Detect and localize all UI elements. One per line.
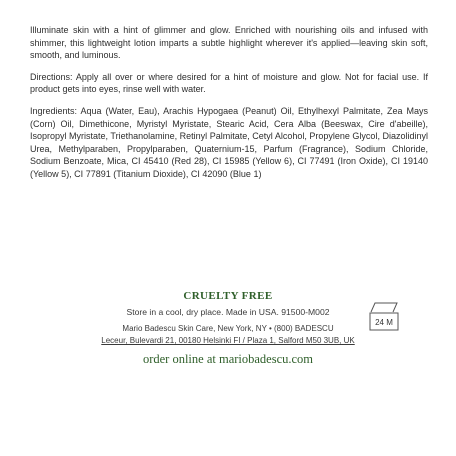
eu-address: Leceur, Bulevardi 21, 00180 Helsinki FI / Plaza 1, Salford M50 3UB, UK xyxy=(101,336,355,345)
storage-text: Store in a cool, dry place. Made in USA. 91500-M002 xyxy=(126,307,330,317)
order-online-link[interactable]: order online at mariobadescu.com xyxy=(142,352,314,366)
us-address: Mario Badescu Skin Care, New York, NY • (800) BADESCU xyxy=(122,324,334,333)
product-copy xyxy=(30,24,428,190)
cruelty-free-heading: CRUELTY FREE xyxy=(183,290,273,302)
ingredients-list: Ingredients: Aqua (Water, Eau), Arachis Hypogaea (Peanut) Oil, Ethylhexyl Palmitate, Zea Mays (Corn) Oil, Dimethicone, Myristyl Myristate, Stearic Acid, Cera Alba (Beeswax, Cire d'abeille), Isopropyl Myristate, Triethanolamine, Retinyl Palmitate, Cetyl Alcohol, Propylene Glycol, Diazolidinyl Urea, Methylparaben, Propylparaben, Quaternium-15, Parfum (Fragrance), Sodium Chloride, Sodium Benzoate, Mica, CI 45410 (Red 28), CI 15985 (Yellow 6), CI 77491 (Iron Oxide), CI 19140 (Yellow 5), CI 77891 (Titanium Dioxide), CI 42090 (Blue 1) xyxy=(30,105,428,179)
period-after-opening-icon xyxy=(366,300,402,334)
pao-label: 24 M xyxy=(375,318,393,327)
directions-text: Directions: Apply all over or where desired for a hint of moisture and glow. Not for facial use. If product gets into eyes, rinse well with water. xyxy=(30,71,428,95)
product-description: Illuminate skin with a hint of glimmer and glow. Enriched with nourishing oils and infused with shimmer, this lightweight lotion imparts a subtle highlight wherever it's applied—leaving skin soft, smooth, and luminous. xyxy=(30,25,428,61)
